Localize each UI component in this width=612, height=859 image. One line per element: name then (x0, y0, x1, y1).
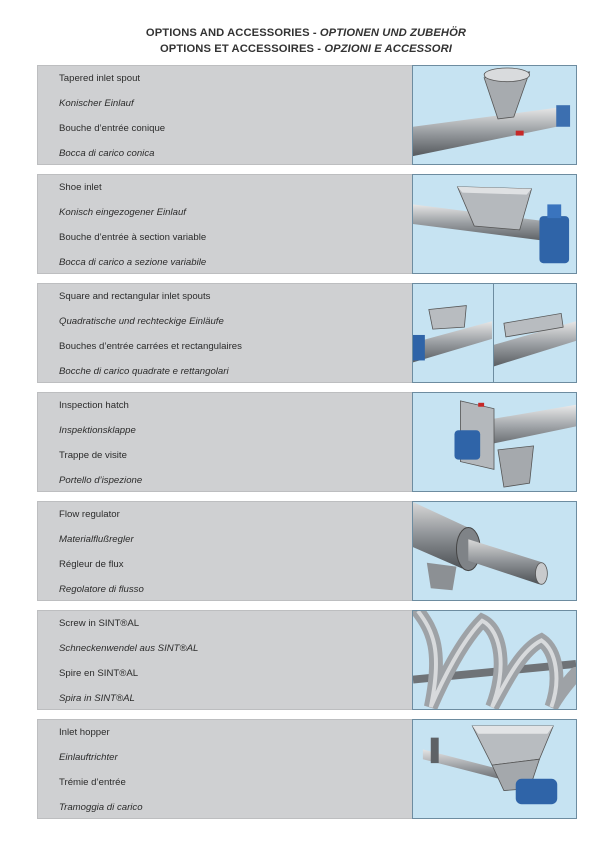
label-it: Tramoggia di carico (59, 802, 143, 813)
label-de: Materialflußregler (59, 534, 134, 545)
accessory-row (37, 610, 576, 710)
label-fr: Régleur de flux (59, 559, 124, 570)
tapered-inlet-spout-photo (412, 65, 577, 165)
accessory-row (37, 392, 576, 492)
label-fr: Bouche d’entrée conique (59, 123, 166, 134)
accessory-labels (59, 615, 409, 715)
label-it: Spira in SINT®AL (59, 693, 135, 704)
title-en: OPTIONS AND ACCESSORIES - (145, 27, 320, 39)
title-it: OPZIONI E ACCESSORI (324, 43, 452, 55)
page-title-line-1 (0, 27, 612, 39)
title-fr: OPTIONS ET ACCESSOIRES - (160, 43, 325, 55)
accessory-row (37, 65, 576, 165)
label-it: Portello d’ispezione (59, 475, 143, 486)
label-en: Tapered inlet spout (59, 73, 141, 84)
label-fr: Bouches d’entrée carrées et rectangulaires (59, 341, 242, 352)
accessory-list (37, 65, 576, 828)
label-fr: Trappe de visite (59, 450, 127, 461)
accessory-labels (59, 397, 409, 497)
screw-flight-photo (412, 610, 577, 710)
accessory-row (37, 283, 576, 383)
inspection-hatch-photo (412, 392, 577, 492)
label-en: Square and rectangular inlet spouts (59, 291, 211, 302)
accessory-row (37, 174, 576, 274)
label-fr: Trémie d’entrée (59, 777, 126, 788)
label-it: Bocche di carico quadrate e rettangolari (59, 366, 229, 377)
accessory-labels (59, 506, 409, 606)
inlet-hopper-photo (412, 719, 577, 819)
shoe-inlet-photo (412, 174, 577, 274)
label-it: Bocca di carico a sezione variabile (59, 257, 207, 268)
label-de: Quadratische und rechteckige Einläufe (59, 316, 224, 327)
label-de: Einlauftrichter (59, 752, 118, 763)
label-it: Bocca di carico conica (59, 148, 155, 159)
square-rectangular-inlet-photo (412, 283, 577, 383)
accessory-labels (59, 288, 409, 388)
label-de: Konisch eingezogener Einlauf (59, 207, 186, 218)
label-en: Screw in SINT®AL (59, 618, 140, 629)
page-title-line-2 (0, 43, 612, 55)
accessory-row (37, 501, 576, 601)
accessory-labels (59, 724, 409, 824)
label-it: Regolatore di flusso (59, 584, 144, 595)
label-de: Konischer Einlauf (59, 98, 134, 109)
flow-regulator-photo (412, 501, 577, 601)
label-de: Schneckenwendel aus SINT®AL (59, 643, 199, 654)
image-divider (493, 284, 494, 382)
accessory-row (37, 719, 576, 819)
label-fr: Bouche d’entrée à section variable (59, 232, 207, 243)
accessory-labels (59, 70, 409, 170)
label-fr: Spire en SINT®AL (59, 668, 139, 679)
label-en: Inspection hatch (59, 400, 129, 411)
label-de: Inspektionsklappe (59, 425, 136, 436)
accessory-labels (59, 179, 409, 279)
label-en: Shoe inlet (59, 182, 102, 193)
label-en: Inlet hopper (59, 727, 110, 738)
title-de: OPTIONEN UND ZUBEHÖR (319, 27, 467, 39)
label-en: Flow regulator (59, 509, 120, 520)
